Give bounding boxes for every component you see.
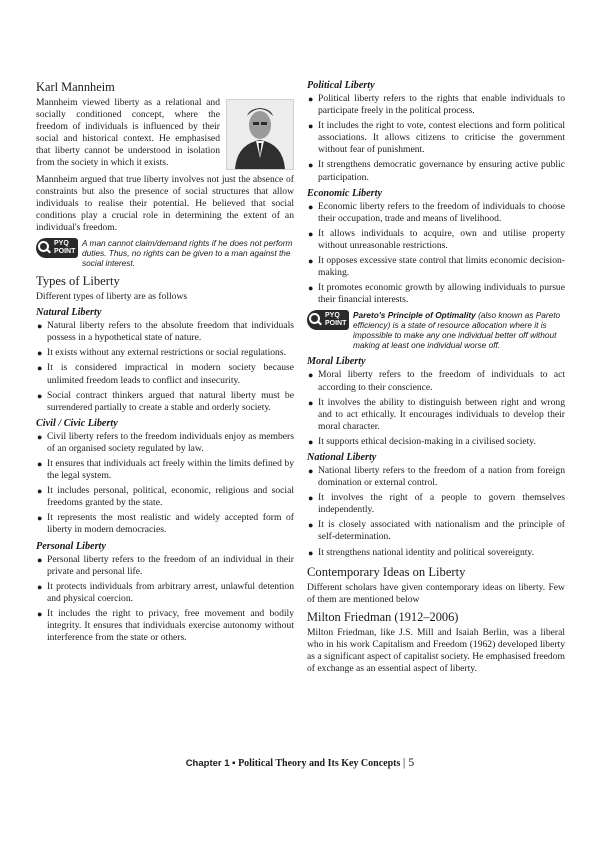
list-item: ● It strengthens national identity and political sovereignty.: [308, 546, 534, 558]
list-item: ● It includes the right to privacy, free movement and bodily integrity. It ensures that individuals exercise autonomy without interference from the state or others.: [37, 607, 294, 644]
pyq-bold-term: Pareto's Principle of Optimality: [353, 310, 476, 321]
types-of-liberty-heading: Types of Liberty: [36, 274, 120, 289]
list-item: ● Economic liberty refers to the freedom of individuals to choose their occupation, trade and means of livelihood.: [308, 200, 565, 224]
national-liberty-list: [307, 465, 565, 559]
mannheim-paragraph-1: Mannheim viewed liberty as a relational and socially conditioned concept, where the freedom of individuals is influenced by their social and historical context. He emphasised that liberty cannot be understood in isolation from the society in which it exists.: [36, 97, 220, 169]
list-item: ● Natural liberty refers to the absolute freedom that individuals possess in a hypothetical state of nature.: [37, 320, 294, 344]
pyq-point-box-2: [307, 310, 565, 350]
contemporary-ideas-heading: Contemporary Ideas on Liberty: [307, 564, 466, 579]
right-column: [307, 80, 565, 679]
list-item: ● It ensures that individuals act freely within the limits defined by the legal system.: [37, 457, 294, 482]
list-item: ● It involves the ability to distinguish between right and wrong and to act ethically. It encourages individuals to develop their moral character.: [308, 396, 565, 432]
list-item: ● It supports ethical decision-making in a civilised society.: [308, 435, 536, 447]
political-liberty-list: [307, 93, 565, 184]
list-item: ● It exists without any external restrictions or social regulations.: [37, 347, 286, 359]
list-item: ● Personal liberty refers to the freedom of an individual in their private and personal life.: [37, 553, 294, 577]
list-item: ● It is closely associated with nationalism and the principle of self-determination.: [308, 519, 565, 543]
pyq-rest-text: (also known as Pareto efficiency) is a state of resource allocation where it is impossible to make any one individual better off without making at least one individual worse off.: [353, 310, 561, 351]
list-item: ● It involves the right of a people to govern themselves independently.: [308, 492, 565, 516]
personal-liberty-heading: Personal Liberty: [36, 540, 106, 552]
pyq-point-text: A man cannot claim/demand rights if he does not perform duties. Thus, no rights can be given to a man against the social interest.: [82, 238, 293, 269]
list-item: ● It protects individuals from arbitrary arrest, unlawful detention and physical coercion.: [37, 580, 294, 604]
list-item: ● Moral liberty refers to the freedom of individuals to act according to their conscience.: [308, 369, 565, 393]
natural-liberty-heading: Natural Liberty: [36, 307, 102, 319]
list-item: ● Social contract thinkers argued that natural liberty must be surrendered partially to create a stable and orderly society.: [37, 389, 294, 413]
footer-separator: ▪: [232, 758, 236, 769]
moral-liberty-heading: Moral Liberty: [307, 356, 366, 368]
personal-liberty-list: [36, 554, 294, 645]
magnifier-icon: [309, 313, 320, 324]
moral-liberty-list: [307, 369, 565, 448]
political-liberty-heading: Political Liberty: [307, 80, 375, 91]
mannheim-paragraph-2: Mannheim argued that true liberty involves not just the absence of constraints but also the presence of social structures that allow individuals to realise their potential. He believed that social conditions play a crucial role in determining the extent of an individual's freedom.: [36, 173, 294, 233]
national-liberty-heading: National Liberty: [307, 451, 377, 463]
milton-friedman-heading: Milton Friedman (1912–2006): [307, 609, 459, 624]
list-item: ● It includes personal, political, economic, religious and social freedoms granted by the state.: [37, 485, 294, 509]
friedman-paragraph: Milton Friedman, like J.S. Mill and Isaiah Berlin, was a liberal who in his work Capitalism and Freedom (1962) developed liberty as a significant aspect of capitalist society. He emphasised freedom of exchange as an essential aspect of liberty.: [307, 626, 565, 675]
magnifier-icon: [38, 241, 49, 252]
list-item: ● It promotes economic growth by allowing individuals to pursue their financial interests.: [308, 282, 565, 306]
list-item: ● It represents the most realistic and widely accepted form of liberty in modern democracies.: [37, 512, 294, 536]
natural-liberty-list: [36, 320, 294, 414]
page-number: | 5: [402, 755, 415, 769]
civil-liberty-list: [36, 431, 294, 537]
page-footer: [0, 755, 600, 770]
list-item: ● Civil liberty refers to the freedom individuals enjoy as members of an organised society regulated by law.: [37, 430, 294, 454]
list-item: ● It allows individuals to acquire, own and utilise property without unreasonable restrictions.: [308, 227, 565, 251]
pyq-badge-bottom: POINT: [54, 248, 76, 256]
economic-liberty-list: [307, 201, 565, 307]
left-column: [36, 80, 294, 647]
pyq-badge-bottom: POINT: [325, 320, 347, 328]
pyq-point-text: [353, 310, 565, 350]
list-item: ● Political liberty refers to the rights that enable individuals to participate freely in the political process.: [308, 93, 565, 117]
pyq-point-badge: [307, 310, 349, 330]
list-item: ● It strengthens democratic governance by ensuring active public participation.: [308, 159, 565, 183]
types-intro: Different types of liberty are as follows: [36, 291, 188, 303]
economic-liberty-heading: Economic Liberty: [307, 187, 382, 199]
portrait-photo: [226, 99, 294, 170]
list-item: ● It includes the right to vote, contest elections and form political associations. It allows citizens to criticise the government without fear of punishment.: [308, 120, 565, 156]
footer-chapter: Chapter 1: [185, 758, 230, 769]
list-item: ● It opposes excessive state control that limits economic decision-making.: [308, 255, 565, 279]
pyq-badge-top: PYQ: [325, 312, 340, 320]
karl-mannheim-heading: Karl Mannheim: [36, 80, 115, 94]
footer-title: Political Theory and Its Key Concepts: [238, 758, 401, 769]
civil-liberty-heading: Civil / Civic Liberty: [36, 417, 118, 429]
pyq-point-box-1: [36, 238, 294, 268]
pyq-badge-top: PYQ: [54, 240, 69, 248]
contemporary-intro: Different scholars have given contemporary ideas on liberty. Few of them are mentioned below: [307, 581, 565, 605]
list-item: ● National liberty refers to the freedom of a nation from foreign domination or external control.: [308, 464, 565, 489]
pyq-point-badge: [36, 238, 78, 258]
list-item: ● It is considered impractical in modern society because unlimited freedom leads to conflict and insecurity.: [37, 362, 294, 386]
